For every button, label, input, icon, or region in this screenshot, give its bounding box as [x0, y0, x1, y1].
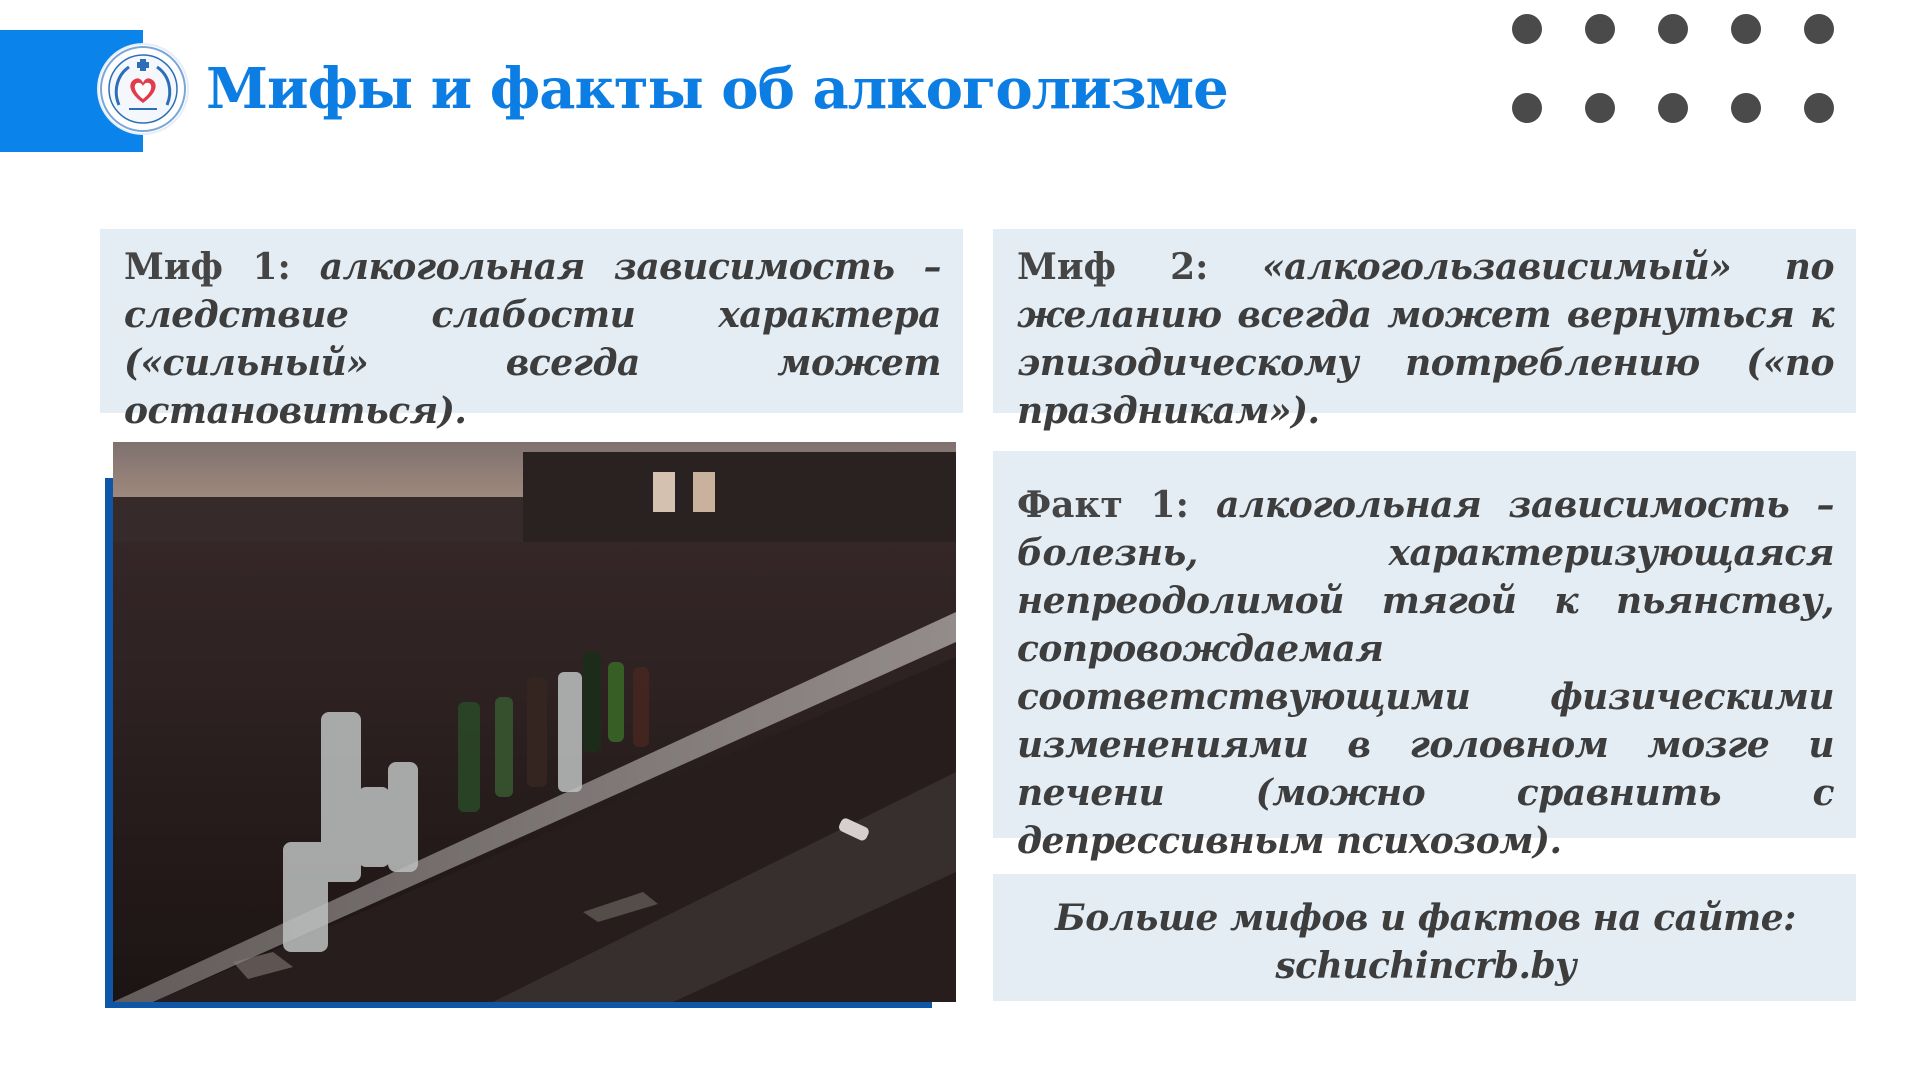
more-info-card — [993, 874, 1856, 1001]
myth-1-label: Миф 1: — [124, 246, 291, 288]
myth-2-body: «алкогользависимый» по желанию всегда может вернуться к эпизодическому потреблению («по праздникам»). — [1017, 246, 1834, 432]
website-link[interactable]: schuchincrb.by — [1275, 945, 1576, 987]
myth-1-text — [124, 243, 941, 435]
fact-1-body: алкогольная зависимость – болезнь, характеризующаяся непреодолимой тягой к пьянству, сопровождаемая соответствующими физическими изменениями в головном мозге и печени (можно сравнить с депрессивным психозом). — [1017, 484, 1835, 862]
myth-2-label: Миф 2: — [1017, 246, 1209, 288]
hospital-logo-icon — [99, 45, 187, 133]
fact-1-card — [993, 451, 1856, 862]
more-info-line-1: Больше мифов и фактов на сайте: — [1055, 897, 1796, 939]
myth-1-card — [100, 229, 963, 432]
fact-1-label: Факт 1: — [1017, 484, 1189, 526]
fact-1-text — [1017, 481, 1834, 865]
bottles-photo — [113, 442, 956, 1002]
myth-1-body: алкогольная зависимость – следствие слабости характера («сильный» всегда может остановиться). — [124, 246, 941, 432]
myth-2-card — [993, 229, 1856, 432]
slide-title: Мифы и факты об алкоголизме — [206, 56, 1228, 122]
myth-2-text — [1017, 243, 1834, 435]
dot-grid-icon — [1512, 14, 1842, 124]
